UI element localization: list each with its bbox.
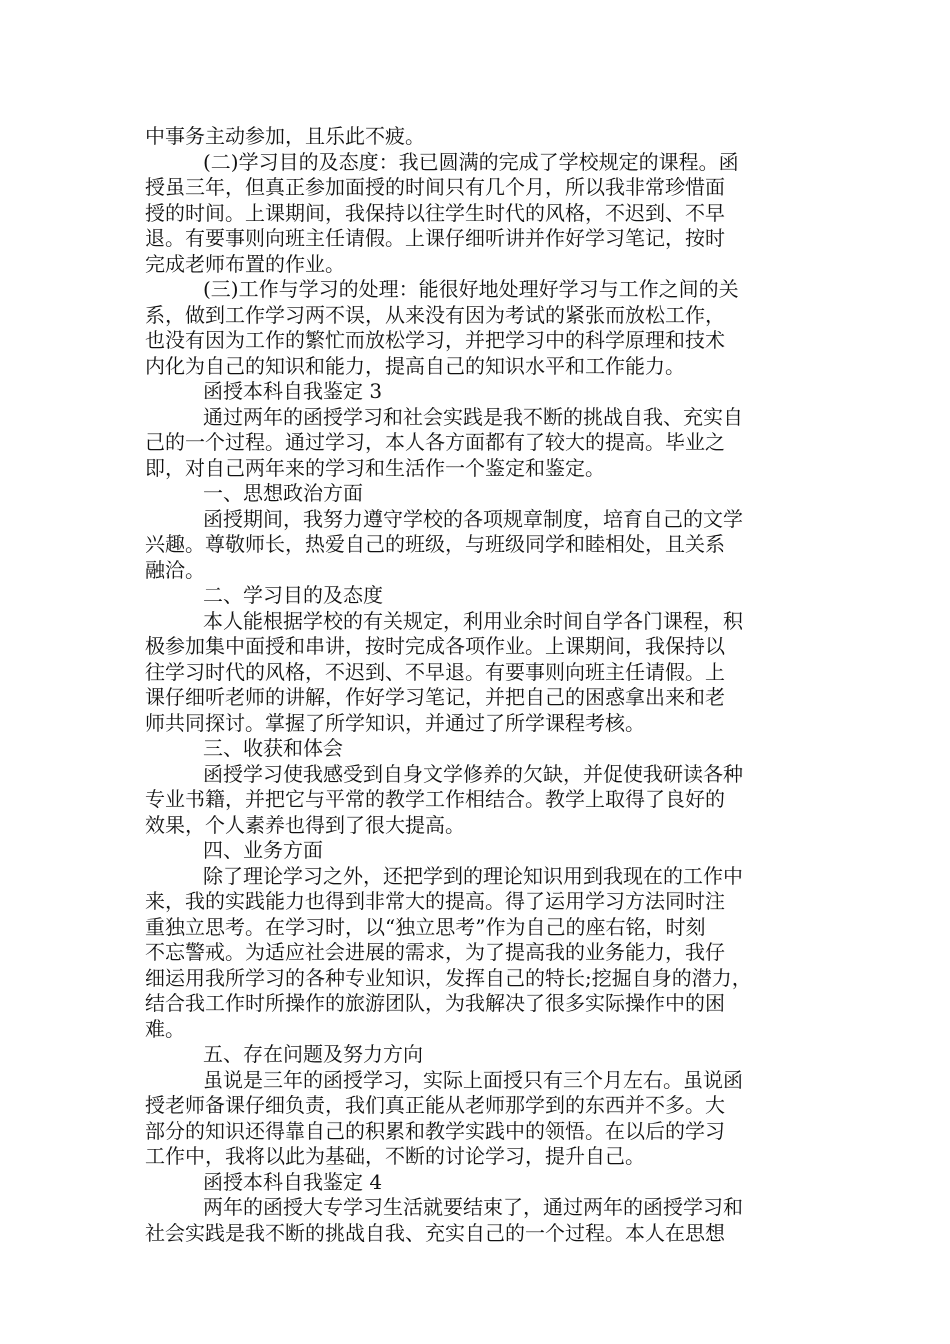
text-line: 五、存在问题及努力方向 xyxy=(203,1042,423,1066)
text-line: (二)学习目的及态度：我已圆满的完成了学校规定的课程。函 xyxy=(203,149,739,174)
text-line: 二、学习目的及态度 xyxy=(203,583,383,607)
text-line: 授的时间。上课期间，我保持以往学生时代的风格，不迟到、不早 xyxy=(145,200,725,225)
text-line: 己的一个过程。通过学习，本人各方面都有了较大的提高。毕业之 xyxy=(145,430,725,454)
text-line: 专业书籍，并把它与平常的教学工作相结合。教学上取得了良好的 xyxy=(145,787,725,811)
text-line: 函授期间，我努力遵守学校的各项规章制度，培育自己的文学 xyxy=(203,506,743,531)
document-body xyxy=(145,124,813,1246)
text-line: 融洽。 xyxy=(145,557,205,582)
text-line: 函授本科自我鉴定 4 xyxy=(203,1169,383,1194)
text-line: 来，我的实践能力也得到非常大的提高。得了运用学习方法同时注 xyxy=(145,889,725,913)
text-line: 完成老师布置的作业。 xyxy=(145,251,345,276)
text-line: 四、业务方面 xyxy=(203,838,323,862)
text-line: 重独立思考。在学习时，以“独立思考”作为自己的座右铭，时刻 xyxy=(145,914,706,939)
text-line: 三、收获和体会 xyxy=(203,736,343,760)
text-line: 函授学习使我感受到自身文学修养的欠缺，并促使我研读各种 xyxy=(203,761,743,786)
text-line: 部分的知识还得靠自己的积累和教学实践中的领悟。在以后的学习 xyxy=(145,1118,725,1143)
text-line: 课仔细听老师的讲解，作好学习笔记，并把自己的困惑拿出来和老 xyxy=(145,685,725,709)
text-line: 社会实践是我不断的挑战自我、充实自己的一个过程。本人在思想 xyxy=(145,1220,725,1245)
text-line: 细运用我所学习的各种专业知识，发挥自己的特长;挖掘自身的潜力， xyxy=(145,965,752,990)
text-line: 退。有要事则向班主任请假。上课仔细听讲并作好学习笔记，按时 xyxy=(145,226,725,250)
text-line: 两年的函授大专学习生活就要结束了，通过两年的函授学习和 xyxy=(203,1195,743,1219)
text-line: 虽说是三年的函授学习，实际上面授只有三个月左右。虽说函 xyxy=(203,1067,743,1092)
text-line: 师共同探讨。掌握了所学知识，并通过了所学课程考核。 xyxy=(145,710,645,735)
text-line: 兴趣。尊敬师长，热爱自己的班级，与班级同学和睦相处，且关系 xyxy=(145,532,725,556)
text-line: 授老师备课仔细负责，我们真正能从老师那学到的东西并不多。大 xyxy=(145,1093,725,1117)
text-line: 通过两年的函授学习和社会实践是我不断的挑战自我、充实自 xyxy=(203,404,743,429)
text-line: 结合我工作时所操作的旅游团队，为我解决了很多实际操作中的困 xyxy=(145,991,725,1015)
text-line: 即，对自己两年来的学习和生活作一个鉴定和鉴定。 xyxy=(145,455,605,480)
text-line: (三)工作与学习的处理：能很好地处理好学习与工作之间的关 xyxy=(203,277,739,301)
text-line: 工作中，我将以此为基础，不断的讨论学习，提升自己。 xyxy=(145,1144,645,1168)
text-line: 不忘警戒。为适应社会进展的需求，为了提高我的业务能力，我仔 xyxy=(145,940,725,964)
text-line: 本人能根据学校的有关规定，利用业余时间自学各门课程，积 xyxy=(203,608,743,633)
text-line: 内化为自己的知识和能力，提高自己的知识水平和工作能力。 xyxy=(145,353,685,378)
text-line: 系，做到工作学习两不误，从来没有因为考试的紧张而放松工作， xyxy=(145,302,725,327)
text-line: 一、思想政治方面 xyxy=(203,481,363,505)
text-line: 函授本科自我鉴定 3 xyxy=(203,379,383,403)
text-line: 难。 xyxy=(145,1016,185,1041)
text-line: 极参加集中面授和串讲，按时完成各项作业。上课期间，我保持以 xyxy=(145,634,725,658)
text-line: 效果，个人素养也得到了很大提高。 xyxy=(145,812,465,837)
text-line: 往学习时代的风格，不迟到、不早退。有要事则向班主任请假。上 xyxy=(145,659,725,684)
text-line: 授虽三年，但真正参加面授的时间只有几个月，所以我非常珍惜面 xyxy=(145,175,725,199)
text-line: 除了理论学习之外，还把学到的理论知识用到我现在的工作中 xyxy=(203,863,743,888)
text-line: 也没有因为工作的繁忙而放松学习，并把学习中的科学原理和技术 xyxy=(145,328,725,352)
text-line: 中事务主动参加，且乐此不疲。 xyxy=(145,124,425,148)
